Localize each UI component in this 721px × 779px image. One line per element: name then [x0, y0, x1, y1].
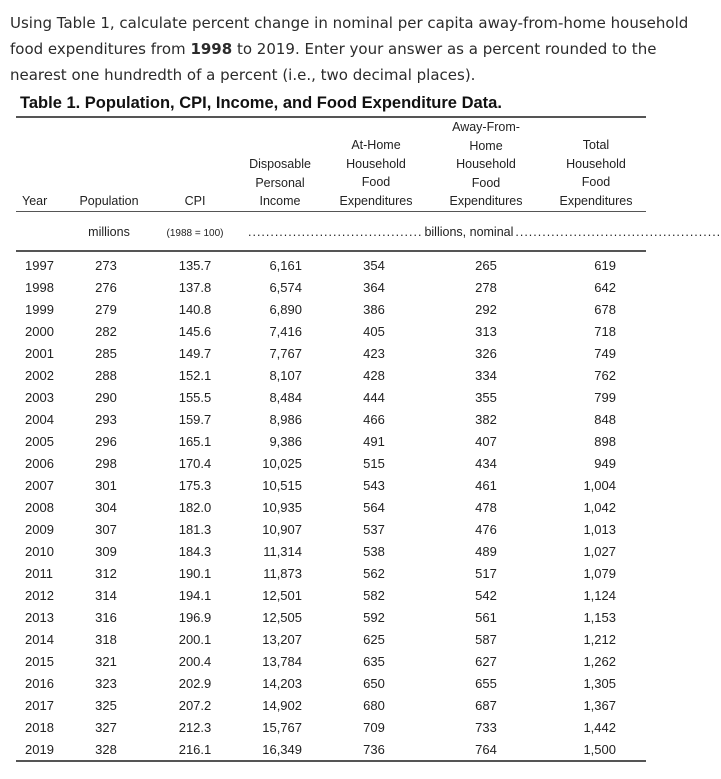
cell-year: 2017: [25, 698, 54, 713]
cell-population: 296: [95, 434, 117, 449]
cell-population: 282: [95, 324, 117, 339]
cell-year: 2003: [25, 390, 54, 405]
table-row: [0, 585, 710, 607]
cell-year: 2018: [25, 720, 54, 735]
cell-income: 8,107: [269, 368, 302, 383]
table-row: [0, 365, 710, 387]
cell-away-from-home: 355: [475, 390, 497, 405]
cell-year: 1997: [25, 258, 54, 273]
cell-cpi: 196.9: [178, 610, 212, 625]
cell-at-home: 650: [363, 676, 385, 691]
cell-away-from-home: 265: [475, 258, 497, 273]
cell-income: 12,505: [262, 610, 302, 625]
cell-year: 2007: [25, 478, 54, 493]
cell-year: 1998: [25, 280, 54, 295]
cell-away-from-home: 655: [475, 676, 497, 691]
table-row: [0, 607, 710, 629]
cell-away-from-home: 434: [475, 456, 497, 471]
table-row: [0, 387, 710, 409]
cell-income: 10,907: [262, 522, 302, 537]
cell-income: 13,207: [262, 632, 302, 647]
cell-at-home: 386: [363, 302, 385, 317]
cell-total: 642: [594, 280, 616, 295]
cell-income: 6,574: [269, 280, 302, 295]
cell-income: 9,386: [269, 434, 302, 449]
cell-away-from-home: 278: [475, 280, 497, 295]
cell-away-from-home: 561: [475, 610, 497, 625]
cell-total: 1,042: [583, 500, 616, 515]
cell-cpi: 194.1: [178, 588, 212, 603]
cell-at-home: 543: [363, 478, 385, 493]
cell-population: 301: [95, 478, 117, 493]
cell-income: 6,161: [269, 258, 302, 273]
cell-total: 1,367: [583, 698, 616, 713]
table-title: Table 1. Population, CPI, Income, and Food Expenditure Data.: [20, 94, 502, 112]
cell-at-home: 515: [363, 456, 385, 471]
unit-population: millions: [88, 225, 130, 239]
table-bottom-rule: [16, 760, 646, 762]
cell-at-home: 582: [363, 588, 385, 603]
cell-away-from-home: 407: [475, 434, 497, 449]
cell-cpi: 190.1: [178, 566, 212, 581]
cell-population: 309: [95, 544, 117, 559]
cell-at-home: 709: [363, 720, 385, 735]
cell-year: 2009: [25, 522, 54, 537]
table-row: [0, 321, 710, 343]
cell-cpi: 152.1: [178, 368, 212, 383]
cell-year: 2008: [25, 500, 54, 515]
cell-away-from-home: 733: [475, 720, 497, 735]
cell-year: 2014: [25, 632, 54, 647]
cell-population: 328: [95, 742, 117, 757]
unit-money-dotted: [248, 225, 721, 239]
cell-year: 2011: [25, 566, 53, 581]
cell-away-from-home: 478: [475, 500, 497, 515]
cell-population: 293: [95, 412, 117, 427]
cell-away-from-home: 489: [475, 544, 497, 559]
cell-year: 2016: [25, 676, 54, 691]
cell-income: 10,515: [262, 478, 302, 493]
dots-right: ..............................................: [515, 225, 721, 239]
cell-away-from-home: 764: [475, 742, 497, 757]
cell-total: 678: [594, 302, 616, 317]
cell-away-from-home: 382: [475, 412, 497, 427]
cell-away-from-home: 292: [475, 302, 497, 317]
cell-at-home: 592: [363, 610, 385, 625]
table-row: [0, 739, 710, 761]
table-row: [0, 717, 710, 739]
cell-income: 16,349: [262, 742, 302, 757]
cell-population: 327: [95, 720, 117, 735]
cell-population: 288: [95, 368, 117, 383]
table-row: [0, 519, 710, 541]
header-bottom-rule: [16, 211, 646, 212]
cell-cpi: 159.7: [178, 412, 212, 427]
cell-at-home: 538: [363, 544, 385, 559]
table-top-rule: [16, 116, 646, 118]
cell-cpi: 212.3: [178, 720, 212, 735]
cell-total: 949: [594, 456, 616, 471]
cell-year: 2010: [25, 544, 54, 559]
cell-income: 14,902: [262, 698, 302, 713]
cell-population: 290: [95, 390, 117, 405]
cell-total: 718: [594, 324, 616, 339]
cell-cpi: 140.8: [178, 302, 212, 317]
cell-year: 2001: [25, 346, 54, 361]
cell-at-home: 562: [363, 566, 385, 581]
cell-population: 316: [95, 610, 117, 625]
header-away-from-home: Away-From- Home Household Food Expenditures: [449, 120, 523, 209]
cell-at-home: 428: [363, 368, 385, 383]
cell-cpi: 182.0: [178, 500, 212, 515]
table-row: [0, 475, 710, 497]
cell-population: 318: [95, 632, 117, 647]
question-bold-year: 1998: [190, 40, 233, 58]
cell-income: 7,416: [269, 324, 302, 339]
cell-total: 898: [594, 434, 616, 449]
cell-at-home: 625: [363, 632, 385, 647]
cell-total: 1,262: [583, 654, 616, 669]
cell-away-from-home: 587: [475, 632, 497, 647]
cell-cpi: 149.7: [178, 346, 212, 361]
cell-total: 749: [594, 346, 616, 361]
cell-at-home: 364: [363, 280, 385, 295]
question-part-2: to 2019. Enter your answer as a percent rounded to the nearest one hundredth of a percent (i.e., two decimal places).: [10, 40, 657, 84]
header-year: Year: [22, 194, 48, 208]
cell-at-home: 405: [363, 324, 385, 339]
cell-population: 273: [95, 258, 117, 273]
cell-income: 12,501: [262, 588, 302, 603]
cell-year: 2006: [25, 456, 54, 471]
cell-at-home: 491: [363, 434, 385, 449]
unit-money: billions, nominal: [424, 225, 514, 239]
cell-total: 1,442: [583, 720, 616, 735]
cell-population: 285: [95, 346, 117, 361]
cell-away-from-home: 476: [475, 522, 497, 537]
cell-cpi: 175.3: [178, 478, 212, 493]
cell-year: 2015: [25, 654, 54, 669]
cell-total: 1,013: [583, 522, 616, 537]
table-row: [0, 409, 710, 431]
cell-income: 10,935: [262, 500, 302, 515]
cell-cpi: 137.8: [178, 280, 212, 295]
cell-income: 13,784: [262, 654, 302, 669]
question-text: [10, 10, 700, 88]
cell-income: 8,484: [269, 390, 302, 405]
cell-total: 619: [594, 258, 616, 273]
table-row: [0, 563, 710, 585]
cell-total: 848: [594, 412, 616, 427]
cell-income: 11,314: [263, 544, 302, 559]
cell-away-from-home: 542: [475, 588, 497, 603]
header-total: Total Household Food Expenditures: [559, 138, 633, 208]
cell-cpi: 184.3: [178, 544, 212, 559]
cell-total: 762: [594, 368, 616, 383]
cell-year: 2019: [25, 742, 54, 757]
cell-total: 1,305: [583, 676, 616, 691]
unit-cpi: (1988 = 100): [166, 228, 224, 239]
cell-at-home: 444: [363, 390, 385, 405]
cell-year: 2013: [25, 610, 54, 625]
cell-total: 799: [594, 390, 616, 405]
cell-population: 323: [95, 676, 117, 691]
cell-at-home: 354: [363, 258, 385, 273]
cell-year: 2002: [25, 368, 54, 383]
cell-cpi: 216.1: [178, 742, 212, 757]
cell-away-from-home: 334: [475, 368, 497, 383]
cell-income: 14,203: [262, 676, 302, 691]
cell-year: 2004: [25, 412, 54, 427]
header-income: Disposable Personal Income: [249, 157, 311, 209]
cell-at-home: 680: [363, 698, 385, 713]
cell-cpi: 200.1: [178, 632, 212, 647]
cell-at-home: 466: [363, 412, 385, 427]
cell-total: 1,212: [583, 632, 616, 647]
cell-income: 10,025: [262, 456, 302, 471]
cell-away-from-home: 517: [475, 566, 497, 581]
table-row: [0, 431, 710, 453]
cell-income: 15,767: [262, 720, 302, 735]
cell-cpi: 135.7: [178, 258, 212, 273]
cell-cpi: 207.2: [178, 698, 212, 713]
table-row: [0, 255, 710, 277]
cell-population: 312: [95, 566, 117, 581]
cell-total: 1,079: [583, 566, 616, 581]
cell-cpi: 155.5: [178, 390, 212, 405]
table-row: [0, 497, 710, 519]
cell-population: 298: [95, 456, 117, 471]
cell-total: 1,027: [583, 544, 616, 559]
cell-away-from-home: 313: [475, 324, 497, 339]
cell-away-from-home: 461: [475, 478, 497, 493]
table-row: [0, 695, 710, 717]
header-cpi: CPI: [184, 194, 206, 208]
cell-cpi: 170.4: [178, 456, 212, 471]
dots-left: .......................................: [248, 225, 423, 239]
cell-population: 325: [95, 698, 117, 713]
cell-away-from-home: 687: [475, 698, 497, 713]
cell-income: 6,890: [269, 302, 302, 317]
cell-total: 1,124: [583, 588, 616, 603]
table-row: [0, 651, 710, 673]
cell-population: 307: [95, 522, 117, 537]
cell-income: 8,986: [269, 412, 302, 427]
cell-population: 321: [95, 654, 117, 669]
cell-cpi: 165.1: [178, 434, 212, 449]
units-bottom-rule: [16, 250, 646, 252]
cell-at-home: 635: [363, 654, 385, 669]
table-row: [0, 277, 710, 299]
table-row: [0, 673, 710, 695]
cell-year: 2005: [25, 434, 54, 449]
question-part-1: Using Table 1, calculate percent change in nominal per capita away-from-home household food expenditures from: [10, 14, 689, 58]
cell-at-home: 423: [363, 346, 385, 361]
cell-population: 279: [95, 302, 117, 317]
cell-total: 1,153: [583, 610, 616, 625]
cell-year: 1999: [25, 302, 54, 317]
cell-cpi: 181.3: [178, 522, 212, 537]
table-row: [0, 299, 710, 321]
table-row: [0, 343, 710, 365]
cell-population: 314: [95, 588, 117, 603]
cell-income: 11,873: [263, 566, 302, 581]
cell-at-home: 537: [363, 522, 385, 537]
cell-cpi: 200.4: [178, 654, 212, 669]
cell-at-home: 564: [363, 500, 385, 515]
cell-cpi: 202.9: [178, 676, 212, 691]
cell-population: 304: [95, 500, 117, 515]
cell-year: 2000: [25, 324, 54, 339]
table-row: [0, 541, 710, 563]
cell-population: 276: [95, 280, 117, 295]
header-at-home: At-Home Household Food Expenditures: [339, 138, 413, 208]
header-population: Population: [79, 194, 139, 208]
cell-cpi: 145.6: [178, 324, 212, 339]
table-row: [0, 453, 710, 475]
cell-total: 1,004: [583, 478, 616, 493]
cell-total: 1,500: [583, 742, 616, 757]
cell-at-home: 736: [363, 742, 385, 757]
cell-income: 7,767: [269, 346, 302, 361]
table-row: [0, 629, 710, 651]
cell-year: 2012: [25, 588, 54, 603]
cell-away-from-home: 326: [475, 346, 497, 361]
cell-away-from-home: 627: [475, 654, 497, 669]
